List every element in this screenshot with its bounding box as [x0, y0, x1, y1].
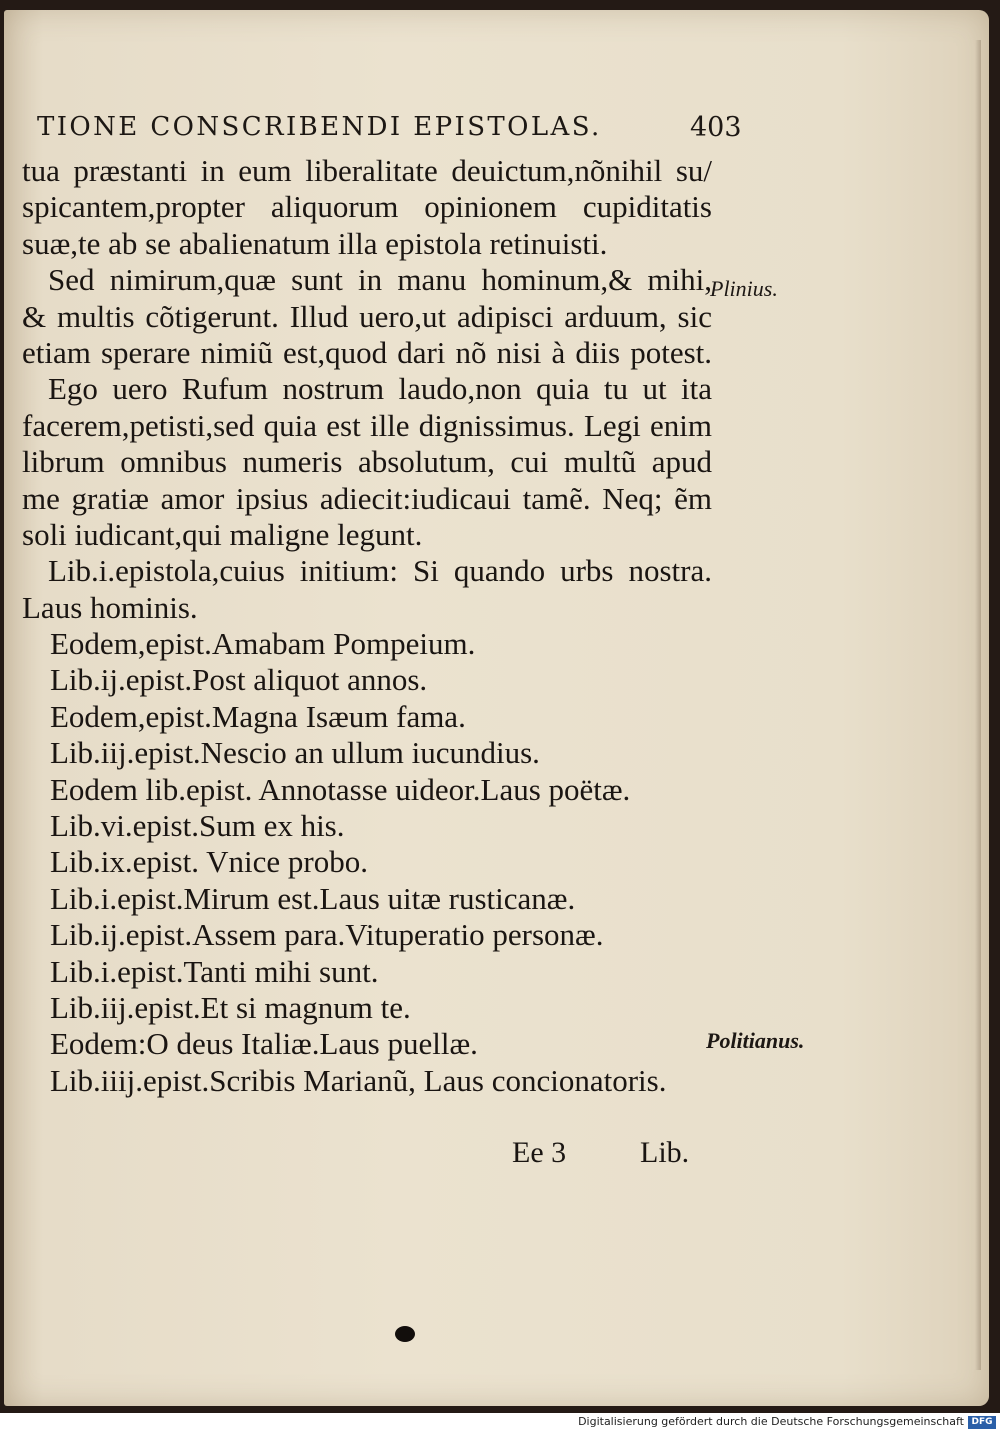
text-line: Eodem,epist.Amabam Pompeium.: [50, 626, 476, 662]
text-line: Lib.ij.epist.Assem para.Vituperatio personæ.: [50, 917, 604, 953]
text-line: etiam sperare nimiũ est,quod dari nõ nisi à diis potest.: [22, 334, 712, 370]
text-line: soli iudicant,qui maligne legunt.: [22, 516, 423, 552]
text-line: Lib.iij.epist.Nescio an ullum iucundius.: [50, 735, 540, 771]
text-line: Laus hominis.: [22, 589, 198, 625]
text-line: Lib.i.epist.Mirum est.Laus uitæ rusticanæ.: [50, 880, 576, 916]
text-line: Lib.i.epistola,cuius initium: Si quando urbs nostra.: [48, 553, 712, 589]
footer-bar: [0, 1413, 1000, 1433]
text-line: Eodem lib.epist. Annotasse uideor.Laus poëtæ.: [50, 771, 631, 807]
text-line: Lib.ij.epist.Post aliquot annos.: [50, 662, 428, 698]
funding-credit: Digitalisierung gefördert durch die Deutsche Forschungsgemeinschaft: [578, 1415, 964, 1428]
dfg-logo-icon: DFG: [968, 1416, 996, 1429]
marginal-note-politianus: Politianus.: [706, 1028, 805, 1053]
text-line: Lib.i.epist.Tanti mihi sunt.: [50, 953, 379, 989]
marginal-note-plinius: Plinius.: [710, 276, 778, 301]
text-line: Lib.vi.epist.Sum ex his.: [50, 808, 345, 844]
text-line: Ego uero Rufum nostrum laudo,non quia tu ut ita: [48, 371, 712, 407]
text-line: Eodem,epist.Magna Isæum fama.: [50, 698, 466, 734]
text-line: Lib.iij.epist.Et si magnum te.: [50, 989, 411, 1025]
catchword: Lib.: [640, 1136, 690, 1169]
text-line: librum omnibus numeris absolutum, cui multũ apud: [22, 444, 712, 480]
text-line: & multis cõtigerunt. Illud uero,ut adipisci arduum, sic: [22, 298, 712, 334]
text-line: tua præstanti in eum liberalitate deuictum,nõnihil su/: [22, 153, 712, 188]
text-line: Sed nimirum,quæ sunt in manu hominum,& mihi,: [48, 262, 712, 298]
body-text: [22, 153, 712, 1099]
text-line: me gratiæ amor ipsius adiecit:iudicaui tamẽ. Neq; ẽm: [22, 480, 712, 516]
text-line: Eodem:O deus Italiæ.Laus puellæ.: [50, 1026, 478, 1062]
signature-mark: Ee 3: [512, 1136, 567, 1169]
text-line: Lib.iiij.epist.Scribis Marianũ, Laus concionatoris.: [50, 1062, 667, 1098]
text-line: Lib.ix.epist. Vnice probo.: [50, 844, 368, 880]
folio-number: 403: [690, 112, 742, 143]
text-line: suæ,te ab se abalienatum illa epistola retinuisti.: [22, 225, 608, 261]
page-edge-shadow: [975, 40, 981, 1370]
running-head: TIONE CONSCRIBENDI EPISTOLAS.: [37, 112, 602, 142]
ink-blot: [395, 1326, 415, 1342]
text-line: facerem,petisti,sed quia est ille dignissimus. Legi enim: [22, 407, 712, 443]
text-line: spicantem,propter aliquorum opinionem cupiditatis: [22, 189, 712, 225]
